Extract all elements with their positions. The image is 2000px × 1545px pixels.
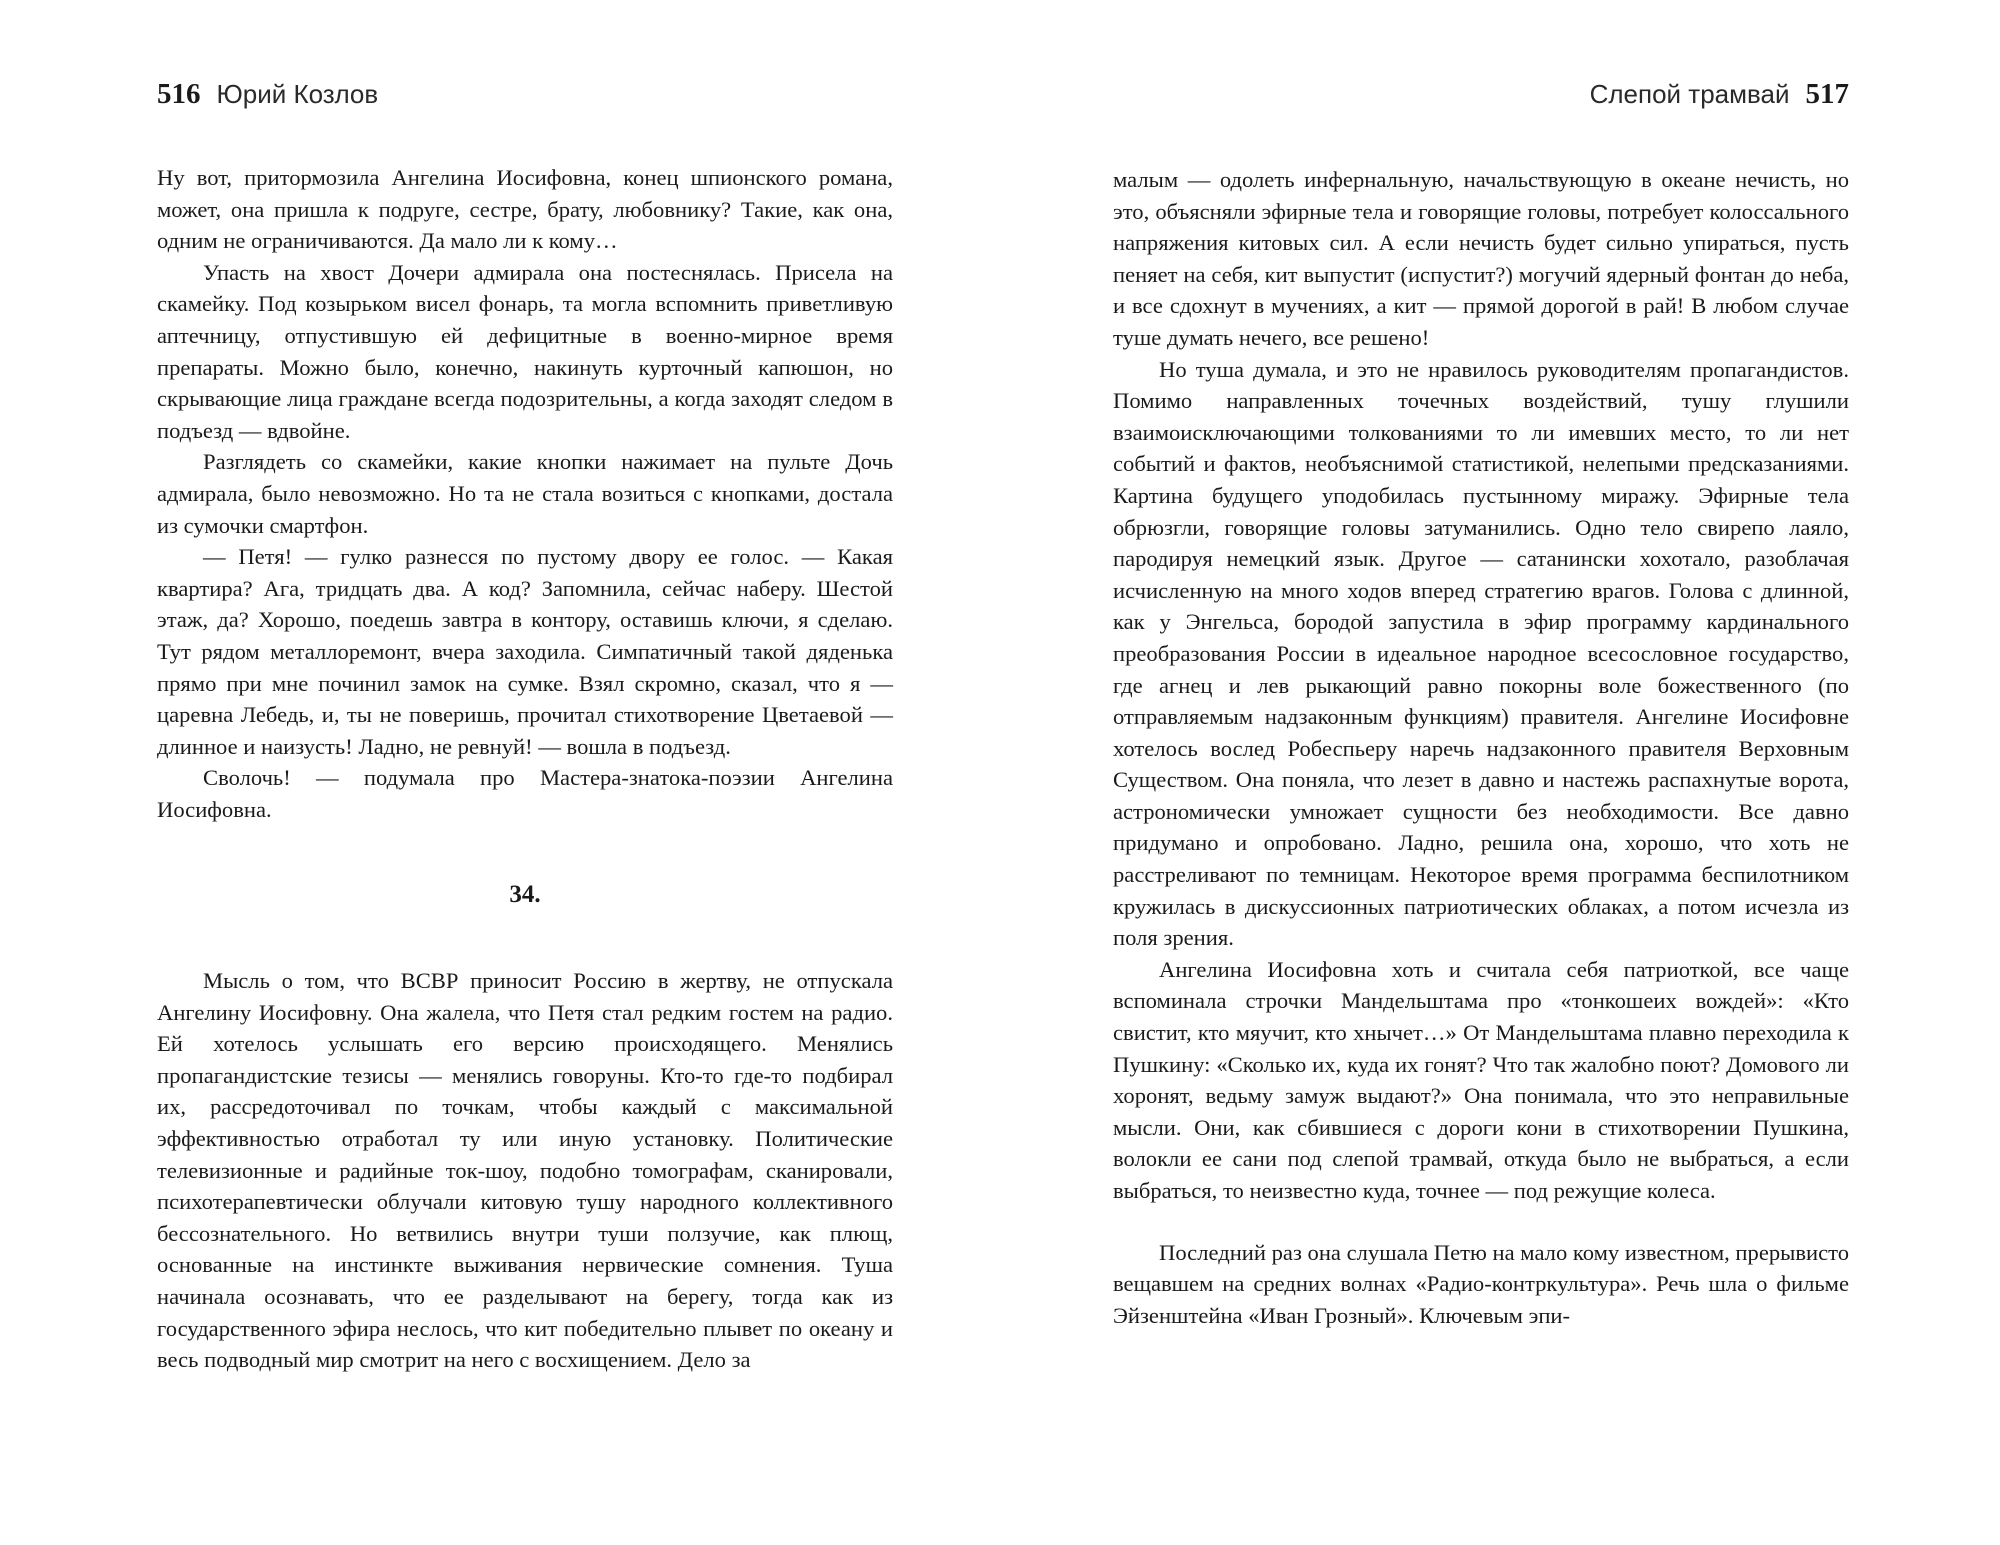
chapter-heading: 34.	[509, 881, 541, 909]
paragraph: Ну вот, притормозила Ангелина Иосифовна, конец шпионского романа, может, она пришла к подруге, сестре, брату, любовнику? Такие, как она, одним не ограничиваются. Да мало ли к кому…	[157, 165, 893, 254]
paragraph: малым — одолеть инфернальную, начальствующую в океане нечисть, но это, объясняли эфирные тела и говорящие головы, потребует колоссального напряжения китовых сил. А если нечисть будет сильно упираться, пусть пеняет на себя, кит выпустит (испустит?) могучий ядерный фонтан до неба, и все сдохнут в мучениях, а кит — прямой дорогой в рай! В любом случае туше думать нечего, все решено!	[1113, 167, 1849, 350]
right-running-head	[1113, 74, 1849, 114]
left-running-head	[157, 74, 893, 114]
right-body-text	[1113, 164, 1849, 1331]
book-title: Слепой трамвай	[1589, 79, 1790, 109]
paragraph: Ангелина Иосифовна хоть и считала себя патриоткой, все чаще вспоминала строчки Мандельштама про «тонкошеих вождей»: «Кто свистит, кто мяучит, кто хнычет…» От Мандельштама плавно переходила к Пушкину: «Сколько их, куда их гонят? Что так жалобно поют? Домового ли хоронят, ведьму замуж выдают?» Она понимала, что это неправильные мысли. Они, как сбившиеся с дороги кони в стихотворении Пушкина, волокли ее сани под слепой трамвай, откуда было не выбраться, а если выбраться, то неизвестно куда, точнее — под режущие колеса.	[1113, 956, 1849, 1203]
paragraph: — Петя! — гулко разнесся по пустому двору ее голос. — Какая квартира? Ага, тридцать два. А код? Запомнила, сейчас наберу. Шестой этаж, да? Хорошо, поедешь завтра в контору, оставишь ключи, я сделаю. Тут рядом металлоремонт, вчера заходила. Симпатичный такой дяденька прямо при мне починил замок на сумке. Взял скромно, сказал, что я — царевна Лебедь, и, ты не поверишь, прочитал стихотворение Цветаевой — длинное и наизусть! Ладно, не ревнуй! — вошла в подъезд.	[157, 544, 893, 759]
author-name: Юрий Козлов	[216, 79, 379, 109]
left-body-text	[157, 162, 893, 1376]
page-number-right: 517	[1805, 78, 1849, 110]
section-break	[1113, 1207, 1849, 1237]
paragraph: Последний раз она слушала Петю на мало кому известном, прерывисто вещавшем на средних волнах «Радио-контркультура». Речь шла о фильме Эйзенштейна «Иван Грозный». Ключевым эпи-	[1113, 1239, 1849, 1328]
paragraph: Мысль о том, что ВСВР приносит Россию в жертву, не отпускала Ангелину Иосифовну. Она жалела, что Петя стал редким гостем на радио. Ей хотелось услышать его версию происходящего. Менялись пропагандистские тезисы — менялись говоруны. Кто-то где-то подбирал их, рассредоточивал по точкам, чтобы каждый с максимальной эффективностью отработал ту или иную установку. Политические телевизионные и радийные ток-шоу, подобно томографам, сканировали, психотерапевтически облучали китовую тушу народного коллективного бессознательного. Но ветвились внутри туши ползучие, как плющ, основанные на инстинкте выживания нервические сомнения. Туша начинала осознавать, что ее разделывают на берегу, тогда как из государственного эфира неслось, что кит победительно плывет по океану и весь подводный мир смотрит на него с восхищением. Дело за	[157, 968, 893, 1373]
paragraph: Сволочь! — подумала про Мастера-знатока-поэзии Ангелина Иосифовна.	[157, 765, 893, 822]
paragraph: Разглядеть со скамейки, какие кнопки нажимает на пульте Дочь адмирала, было невозможно. Но та не стала возиться с кнопками, достала из сумочки смартфон.	[157, 449, 893, 538]
paragraph: Но туша думала, и это не нравилось руководителям пропагандистов. Помимо направленных точечных воздействий, тушу глушили взаимоисключающими толкованиями то ли имевших место, то ли нет событий и фактов, необъяснимой статистикой, нелепыми предсказаниями. Картина будущего уподобилась пустынному миражу. Эфирные тела обрюзгли, говорящие головы затуманились. Одно тело свирепо лаяло, пародируя немецкий язык. Другое — сатанински хохотало, разоблачая исчисленную на много ходов вперед стратегию врагов. Голова с длинной, как у Энгельса, бородой запустила в эфир программу кардинального преобразования России в идеальное народное всесословное государство, где агнец и лев рыкающий равно покорны воле божественного (по отправляемым надзаконным функциям) правителя. Ангелине Иосифовне хотелось вослед Робеспьеру наречь надзаконного правителя Верховным Существом. Она поняла, что лезет в давно и настежь распахнутые ворота, астрономически умножает сущности без необходимости. Все давно придумано и опробовано. Ладно, решила она, хорошо, что хоть не расстреливают по темницам. Некоторое время программа беспилотником кружилась в дискуссионных патриотических облаках, а потом исчезла из поля зрения.	[1113, 356, 1849, 951]
paragraph: Упасть на хвост Дочери адмирала она постеснялась. Присела на скамейку. Под козырьком висел фонарь, та могла вспомнить приветливую аптечницу, отпустившую ей дефицитные в военно-мирное время препараты. Можно было, конечно, накинуть курточный капюшон, но скрывающие лица граждане всегда подозрительны, а когда заходят следом в подъезд — вдвойне.	[157, 259, 893, 443]
page-number-left: 516	[157, 78, 201, 110]
